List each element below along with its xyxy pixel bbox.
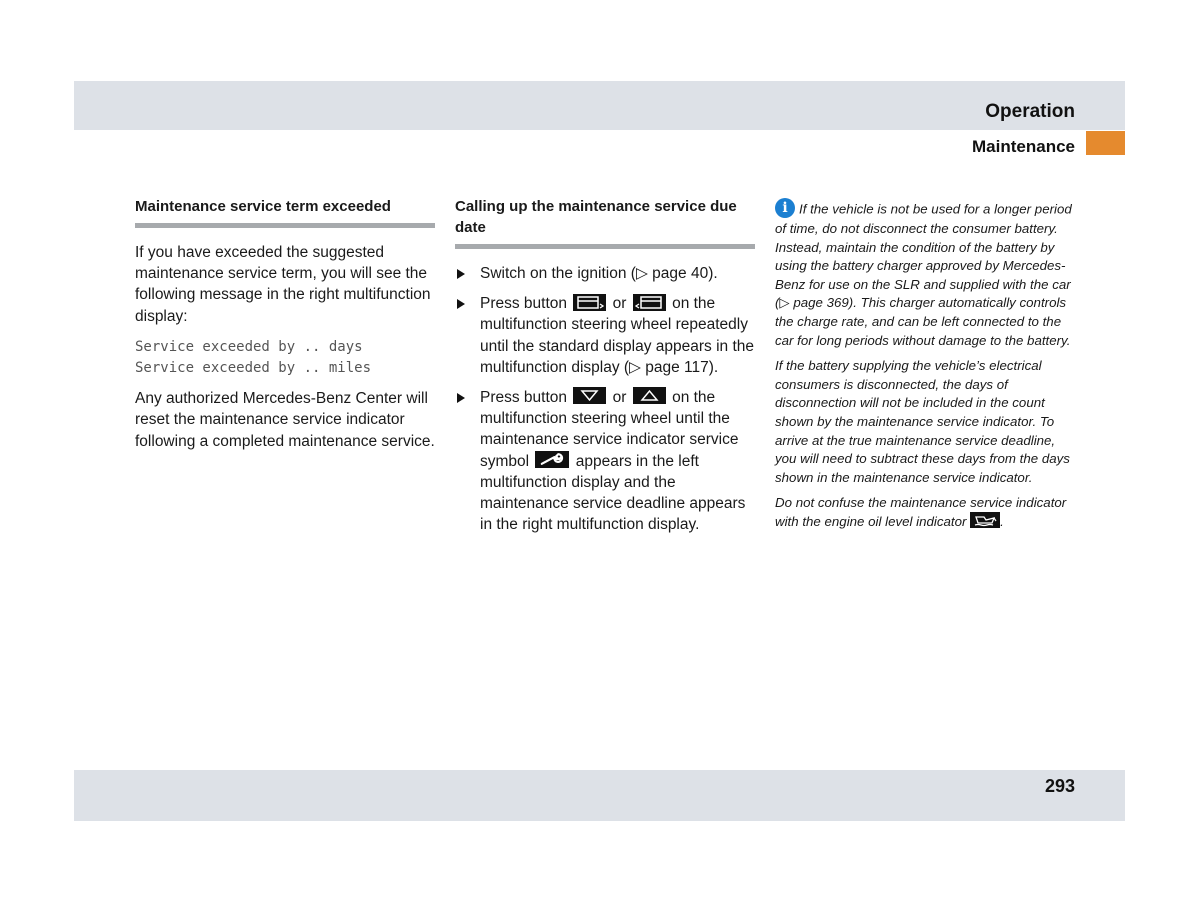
step-2-text-post: on the multifunction steering wheel repeatedly until the standard display appears in the multifunction display (▷ page 117). [480, 295, 755, 376]
display-next-icon [573, 294, 606, 311]
step-3-text-post: appears in the left multifunction display and the maintenance service deadline appears in the right multifunction display. [480, 452, 746, 534]
arrow-up-icon [633, 387, 666, 404]
step-2-or: or [612, 295, 627, 313]
footer-band [74, 770, 1125, 821]
step-3-text-mid: on the multifunction steering wheel until the maintenance service indicator service symbol [480, 389, 739, 470]
note-battery-disconnect: If the battery supplying the vehicle’s electrical consumers is disconnected, the days of disconnection will not be included in the count shown by the maintenance service indicator. To arrive at the true maintenance service deadline, you will need to subtract these days from the days shown in the maintenance service indicator. [775, 358, 1070, 485]
wrench-icon [535, 451, 569, 468]
instruction-step-1 [455, 263, 755, 284]
display-message-miles: Service exceeded by .. miles [135, 360, 372, 377]
info-icon: i [775, 198, 795, 218]
display-prev-icon [633, 294, 666, 311]
instruction-list [455, 263, 755, 535]
note-oil-level [775, 494, 1080, 531]
paragraph-reset-indicator: Any authorized Mercedes-Benz Center will reset the maintenance service indicator following a completed maintenance service. [135, 390, 435, 450]
heading-service-term-exceeded: Maintenance service term exceeded [135, 196, 435, 228]
chapter-title: Operation [985, 101, 1075, 122]
instruction-step-3 [455, 387, 755, 535]
step-2-text-pre: Press button [480, 295, 568, 313]
paragraph-exceeded-message: If you have exceeded the suggested maintenance service term, you will see the following message in the right multifunction display: [135, 244, 431, 325]
note-1-text: If the vehicle is not be used for a longer period of time, do not disconnect the consumer battery. Instead, maintain the condition of the battery by using the battery charger approved by Mercedes-Benz for use on the SLR and supplied with the car (▷ page 369). This charger automatically controls the charge rate, and can be left connected to the car for long periods without damage to the battery. [775, 201, 1072, 348]
bullet-arrow-icon [457, 269, 465, 279]
arrow-down-icon [573, 387, 606, 404]
instruction-step-2 [455, 293, 755, 378]
note-3-text: Do not confuse the maintenance service indicator with the engine oil level indicator [775, 495, 1067, 529]
heading-calling-up-due-date: Calling up the maintenance service due date [455, 196, 755, 249]
note-battery-storage [775, 200, 1080, 350]
section-tab-marker [1086, 131, 1125, 155]
step-3-or: or [612, 389, 627, 407]
step-1-text: Switch on the ignition (▷ page 40). [480, 265, 718, 282]
step-3-text-pre: Press button [480, 389, 568, 407]
oil-level-icon [970, 512, 1000, 528]
bullet-arrow-icon [457, 299, 465, 309]
column-notes [775, 200, 1080, 532]
column-service-term-exceeded [135, 196, 435, 452]
column-calling-up-due-date [455, 196, 755, 544]
display-message-days: Service exceeded by .. days [135, 338, 363, 355]
section-title: Maintenance [972, 137, 1075, 156]
bullet-arrow-icon [457, 393, 465, 403]
header-band [74, 81, 1125, 130]
note-3-end: . [1000, 513, 1004, 529]
page-number: 293 [1044, 776, 1075, 796]
